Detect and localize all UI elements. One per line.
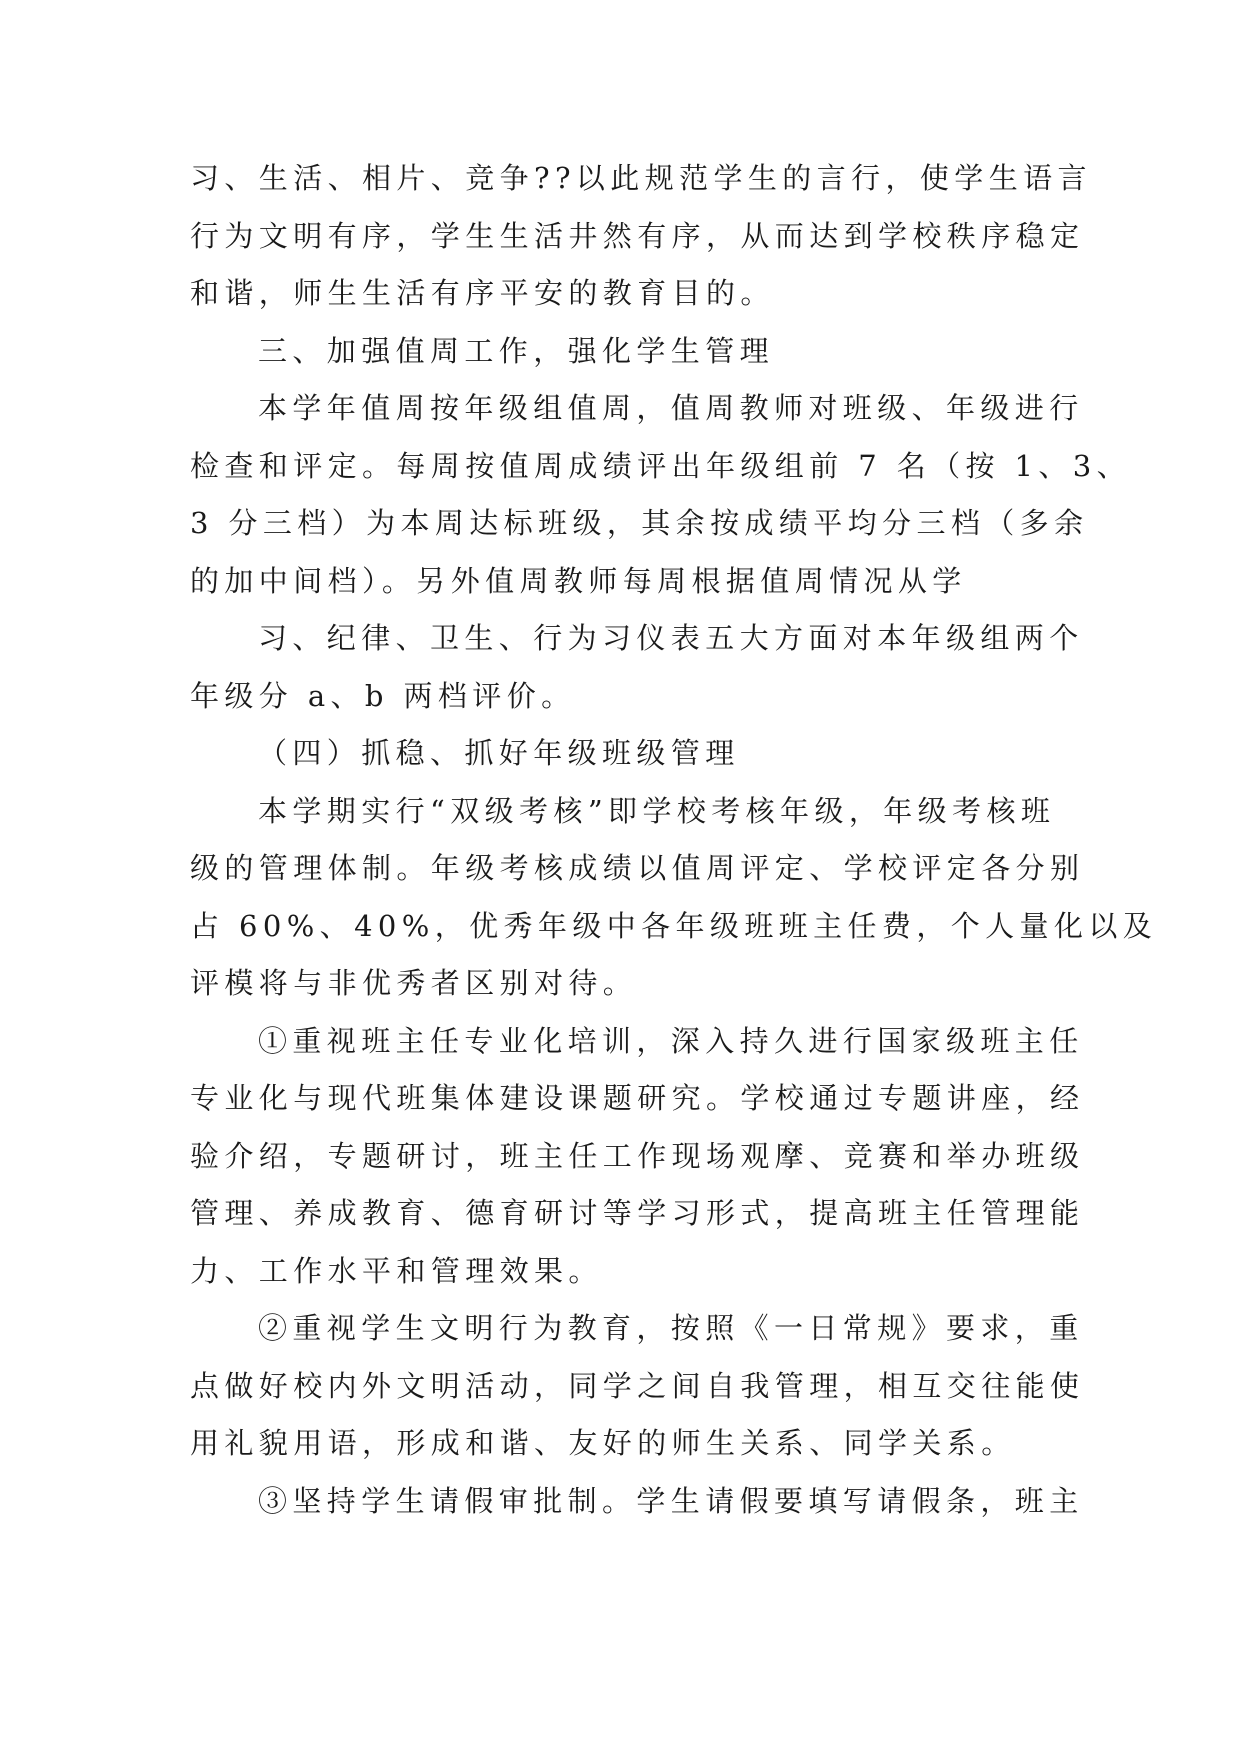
text-line: 力、工作水平和管理效果。: [190, 1253, 603, 1288]
text-line: 评模将与非优秀者区别对待。: [190, 966, 638, 1000]
text-line: 管理、养成教育、德育研讨等学习形式，提高班主任管理能: [190, 1196, 1085, 1230]
text-line: 本学期实行“双级考核”即学校考核年级，年级考核班: [258, 793, 1056, 828]
text-line: 本学年值周按年级组值周，值周教师对班级、年级进行: [258, 391, 1084, 425]
text-line: 的加中间档）。另外值周教师每周根据值周情况从学: [190, 563, 967, 598]
text-line: 年级分 a、b 两档评价。: [190, 678, 576, 713]
text-line: 验介绍，专题研讨，班主任工作现场观摩、竞赛和举办班级: [190, 1138, 1085, 1173]
text-line: 检查和评定。每周按值周成绩评出年级组前 7 名（按 1、3、: [190, 448, 1132, 483]
text-line: 用礼貌用语，形成和谐、友好的师生关系、同学关系。: [190, 1426, 1016, 1460]
document-page: [190, 150, 1158, 1530]
text-line: ③坚持学生请假审批制。学生请假要填写请假条，班主: [258, 1483, 1084, 1518]
text-line: 级的管理体制。年级考核成绩以值周评定、学校评定各分别: [190, 851, 1085, 885]
text-line: 占 60%、40%，优秀年级中各年级班班主任费，个人量化以及: [190, 908, 1158, 943]
text-line: 3 分三档）为本周达标班级，其余按成绩平均分三档（多余: [190, 506, 1089, 540]
text-line: 点做好校内外文明活动，同学之间自我管理，相互交往能使: [190, 1368, 1085, 1403]
text-line: 习、生活、相片、竞争??以此规范学生的言行，使学生语言: [190, 161, 1092, 195]
text-line: ①重视班主任专业化培训，深入持久进行国家级班主任: [258, 1023, 1084, 1058]
text-line: 三、加强值周工作，强化学生管理: [258, 333, 775, 368]
text-line: ②重视学生文明行为教育，按照《一日常规》要求，重: [258, 1311, 1084, 1345]
text-line: 和谐，师生生活有序平安的教育目的。: [190, 276, 775, 310]
text-line: 行为文明有序，学生生活井然有序，从而达到学校秩序稳定: [190, 218, 1085, 253]
text-line: 专业化与现代班集体建设课题研究。学校通过专题讲座，经: [190, 1081, 1085, 1115]
text-line: （四）抓稳、抓好年级班级管理: [258, 736, 740, 770]
text-line: 习、纪律、卫生、行为习仪表五大方面对本年级组两个: [258, 621, 1084, 655]
